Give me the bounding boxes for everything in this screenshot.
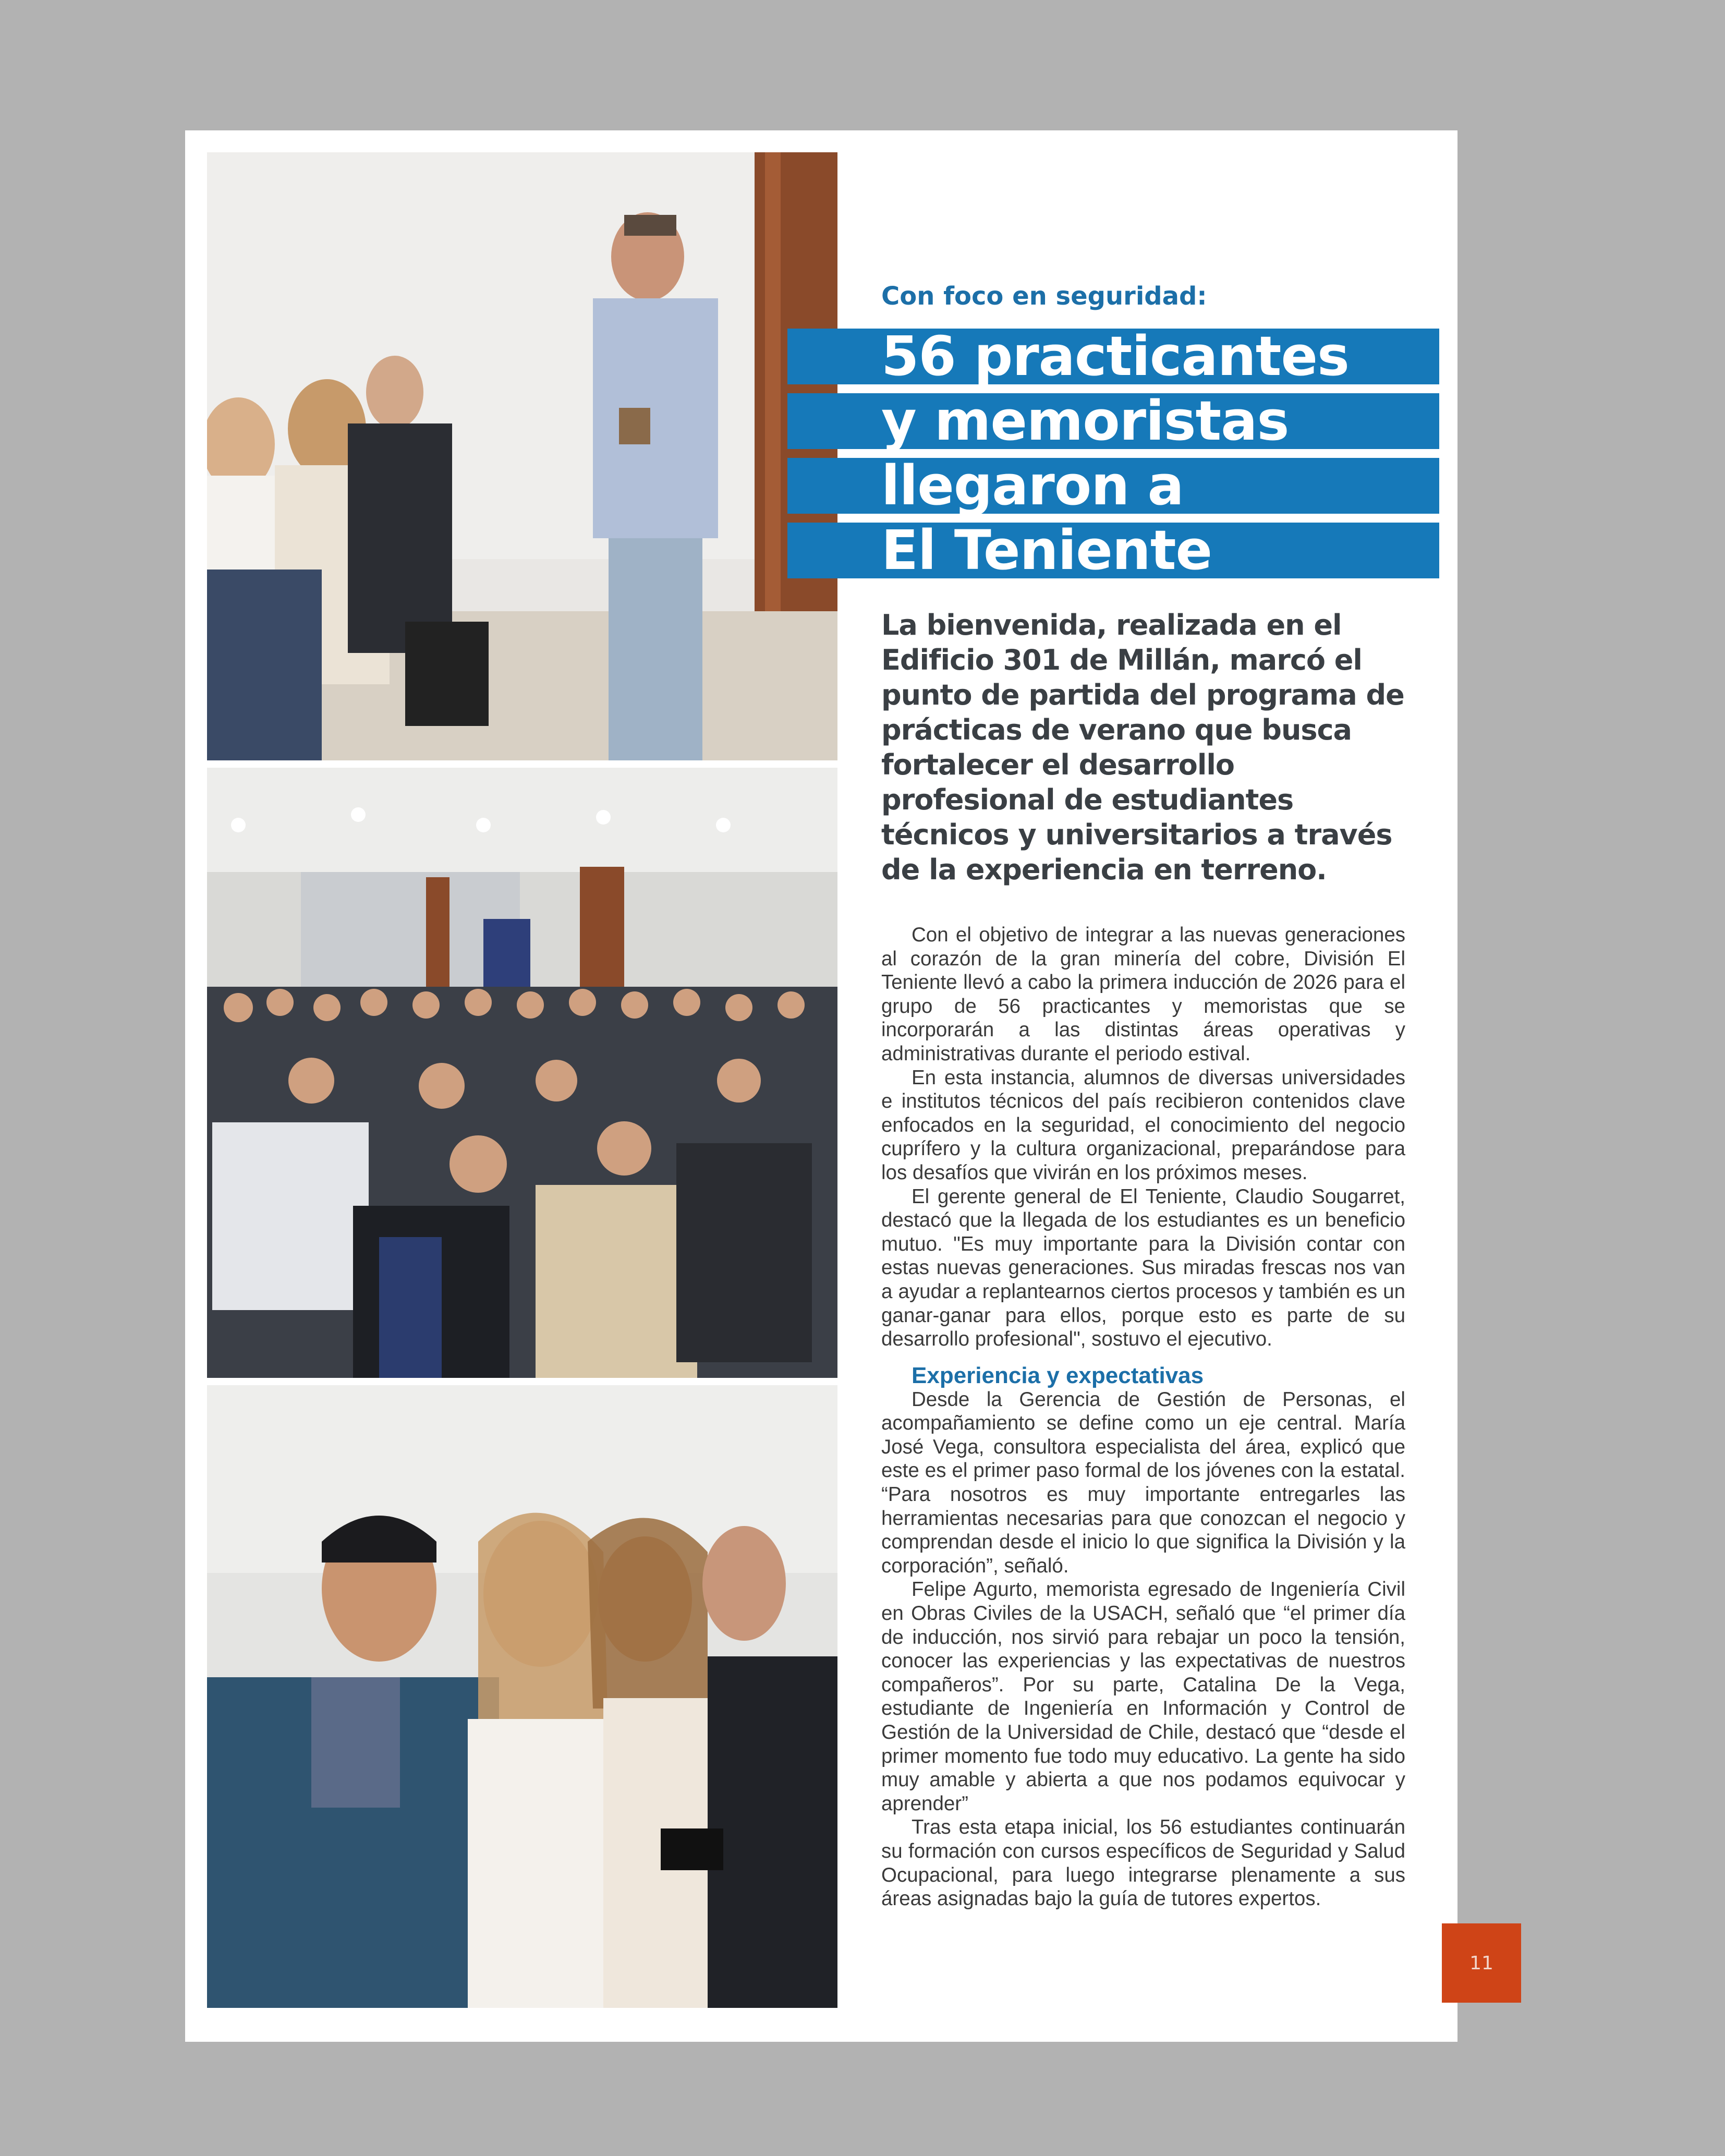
photo-speaker-image	[207, 152, 837, 760]
article-lead: La bienvenida, realizada en el Edificio 301 de Millán, marcó el punto de partida del programa de prácticas de verano que busca fortalecer el desarrollo profesional de estudiantes técnicos y universitarios a través de la experiencia en terreno.	[881, 609, 1404, 886]
title-line-3: llegaron a	[787, 458, 1439, 514]
body-paragraph: En esta instancia, alumnos de diversas universidades e institutos técnicos del país recibieron contenidos clave enfocados en la seguridad, el conocimiento del negocio cuprífero y la cultura organizacional, preparándose para los desafíos que vivirán en los próximos meses.	[881, 1066, 1405, 1184]
title-line-2: y memoristas	[787, 393, 1439, 449]
photo-auditorium-image	[207, 768, 837, 1378]
photo-students	[207, 1385, 837, 2008]
body-paragraph: El gerente general de El Teniente, Claudio Sougarret, destacó que la llegada de los estudiantes es un beneficio mutuo. "Es muy importante para la División contar con estas nuevas generaciones. Sus miradas frescas nos van a ayudar a replantearnos ciertos procesos y también es un ganar-ganar para ellos, porque esto es parte de su desarrollo profesional", sostuvo el ejecutivo.	[881, 1185, 1405, 1351]
section-subheading: Experiencia y expectativas	[912, 1362, 1204, 1388]
article-body	[881, 923, 1405, 1911]
page-number-badge	[1442, 1923, 1521, 2003]
article-kicker: Con foco en seguridad:	[881, 282, 1207, 311]
body-paragraph: Con el objetivo de integrar a las nuevas generaciones al corazón de la gran minería del cobre, División El Teniente llevó a cabo la primera inducción de 2026 para el grupo de 56 practicantes y memoristas que se incorporarán a las distintas áreas operativas y administrativas durante el periodo estival.	[881, 924, 1405, 1065]
page-number: 11	[1469, 1952, 1493, 1974]
body-paragraph: Tras esta etapa inicial, los 56 estudiantes continuarán su formación con cursos específicos de Seguridad y Salud Ocupacional, para luego integrarse plenamente a sus áreas asignadas bajo la guía de tutores expertos.	[881, 1816, 1405, 1910]
photo-speaker	[207, 152, 837, 760]
body-paragraph: Desde la Gerencia de Gestión de Personas, el acompañamiento se define como un eje central. María José Vega, consultora especialista del área, explicó que este es el primer paso formal de los jóvenes con la estatal. “Para nosotros es muy importante entregarles las herramientas necesarias para que conozcan el negocio y comprendan desde el inicio lo que significa la División y la corporación”, señaló.	[881, 1388, 1405, 1577]
photo-auditorium	[207, 768, 837, 1378]
title-line-1: 56 practicantes	[787, 329, 1439, 384]
body-paragraph: Felipe Agurto, memorista egresado de Ingeniería Civil en Obras Civiles de la USACH, señaló que “el primer día de inducción, nos sirvió para rebajar un poco la tensión, conocer las experiencias y las expectativas de nuestros compañeros”. Por su parte, Catalina De la Vega, estudiante de Ingeniería en Información y Control de Gestión de la Universidad de Chile, destacó que “desde el primer momento fue todo muy educativo. La gente ha sido muy amable y abierta a que nos podamos equivocar y aprender”	[881, 1578, 1405, 1815]
photo-students-image	[207, 1385, 837, 2008]
article-title	[787, 324, 1439, 587]
magazine-page	[185, 130, 1457, 2042]
title-line-4: El Teniente	[787, 523, 1439, 578]
